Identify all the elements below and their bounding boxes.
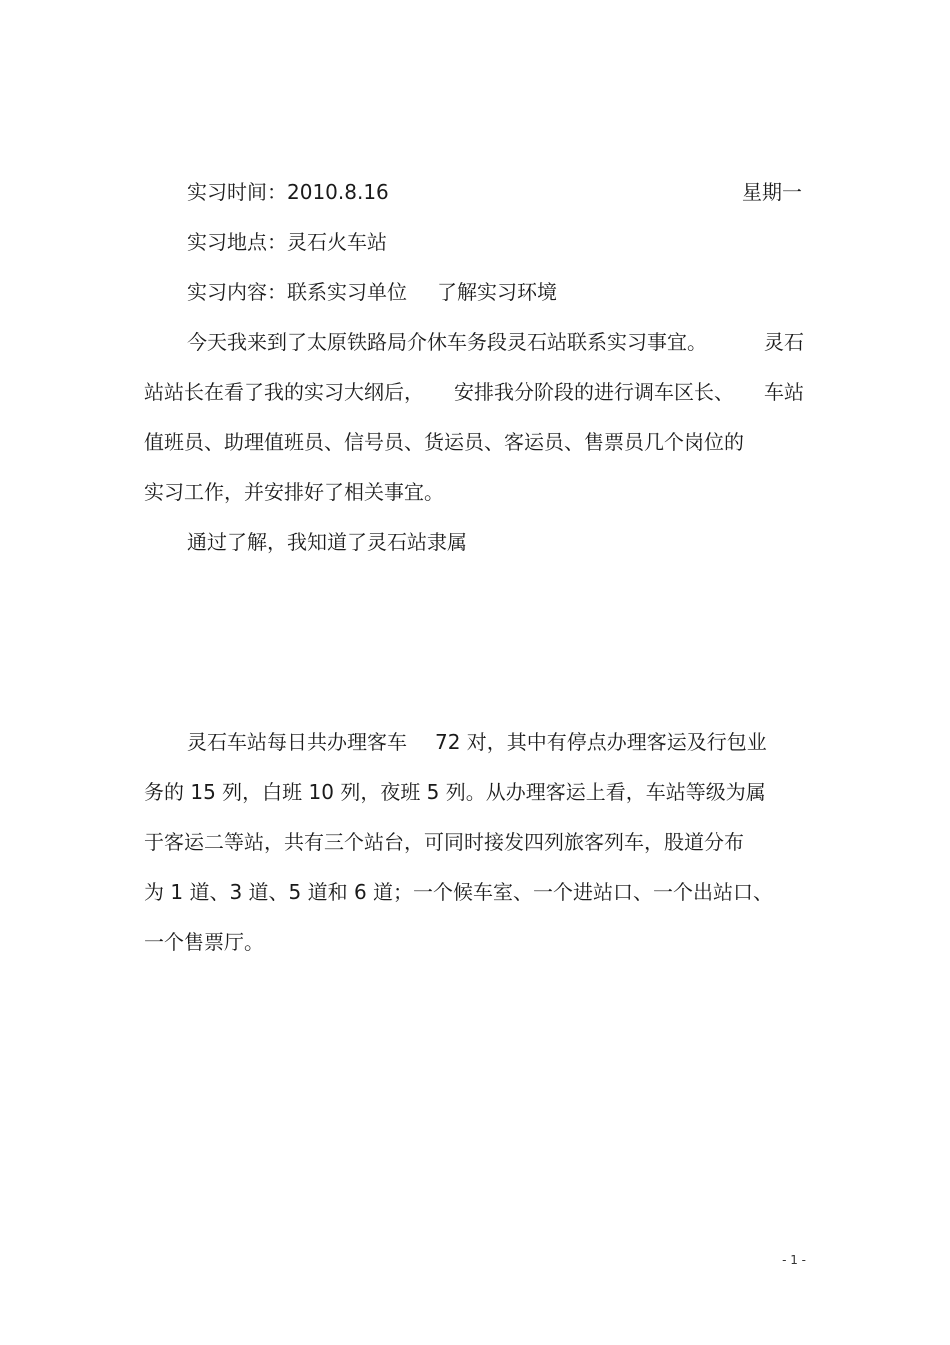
paragraph2-line1: 通过了解，我知道了灵石站隶属 xyxy=(187,530,467,554)
paragraph1-line2-part-a: 站站长在看了我的实习大纲后， xyxy=(144,380,424,404)
paragraph3-line4: 为 1 道、3 道、5 道和 6 道；一个候车室、一个进站口、一个出站口、 xyxy=(144,880,774,904)
internship-content xyxy=(187,279,557,305)
internship-place: 实习地点：灵石火车站 xyxy=(187,230,387,254)
paragraph1-line1-part-b: 灵石 xyxy=(764,330,804,354)
paragraph1-line3: 值班员、助理值班员、信号员、货运员、客运员、售票员几个岗位的 xyxy=(144,430,744,454)
paragraph3-line1-part-b: 72 对，其中有停点办理客运及行包业 xyxy=(435,730,767,754)
paragraph3-line1 xyxy=(187,729,767,755)
paragraph1-line4: 实习工作，并安排好了相关事宜。 xyxy=(144,480,444,504)
paragraph1-line1 xyxy=(187,329,804,355)
paragraph3-line2: 务的 15 列，白班 10 列，夜班 5 列。从办理客运上看，车站等级为属 xyxy=(144,780,766,804)
paragraph1-line2-part-b: 安排我分阶段的进行调车区长、 xyxy=(454,380,734,404)
paragraph3-line5: 一个售票厅。 xyxy=(144,930,264,954)
paragraph3-line3: 于客运二等站，共有三个站台，可同时接发四列旅客列车，股道分布 xyxy=(144,830,744,854)
internship-content-part-a: 实习内容：联系实习单位 xyxy=(187,280,407,304)
weekday: 星期一 xyxy=(742,180,802,204)
paragraph1-line2-part-c: 车站 xyxy=(764,380,804,404)
paragraph1-line2 xyxy=(144,379,804,405)
paragraph3-line1-part-a: 灵石车站每日共办理客车 xyxy=(187,730,407,754)
internship-content-part-b: 了解实习环境 xyxy=(437,280,557,304)
page-number: - 1 - xyxy=(782,1253,806,1267)
paragraph1-line1-part-a: 今天我来到了太原铁路局介休车务段灵石站联系实习事宜。 xyxy=(187,330,707,354)
internship-time: 实习时间：2010.8.16 xyxy=(187,180,389,204)
